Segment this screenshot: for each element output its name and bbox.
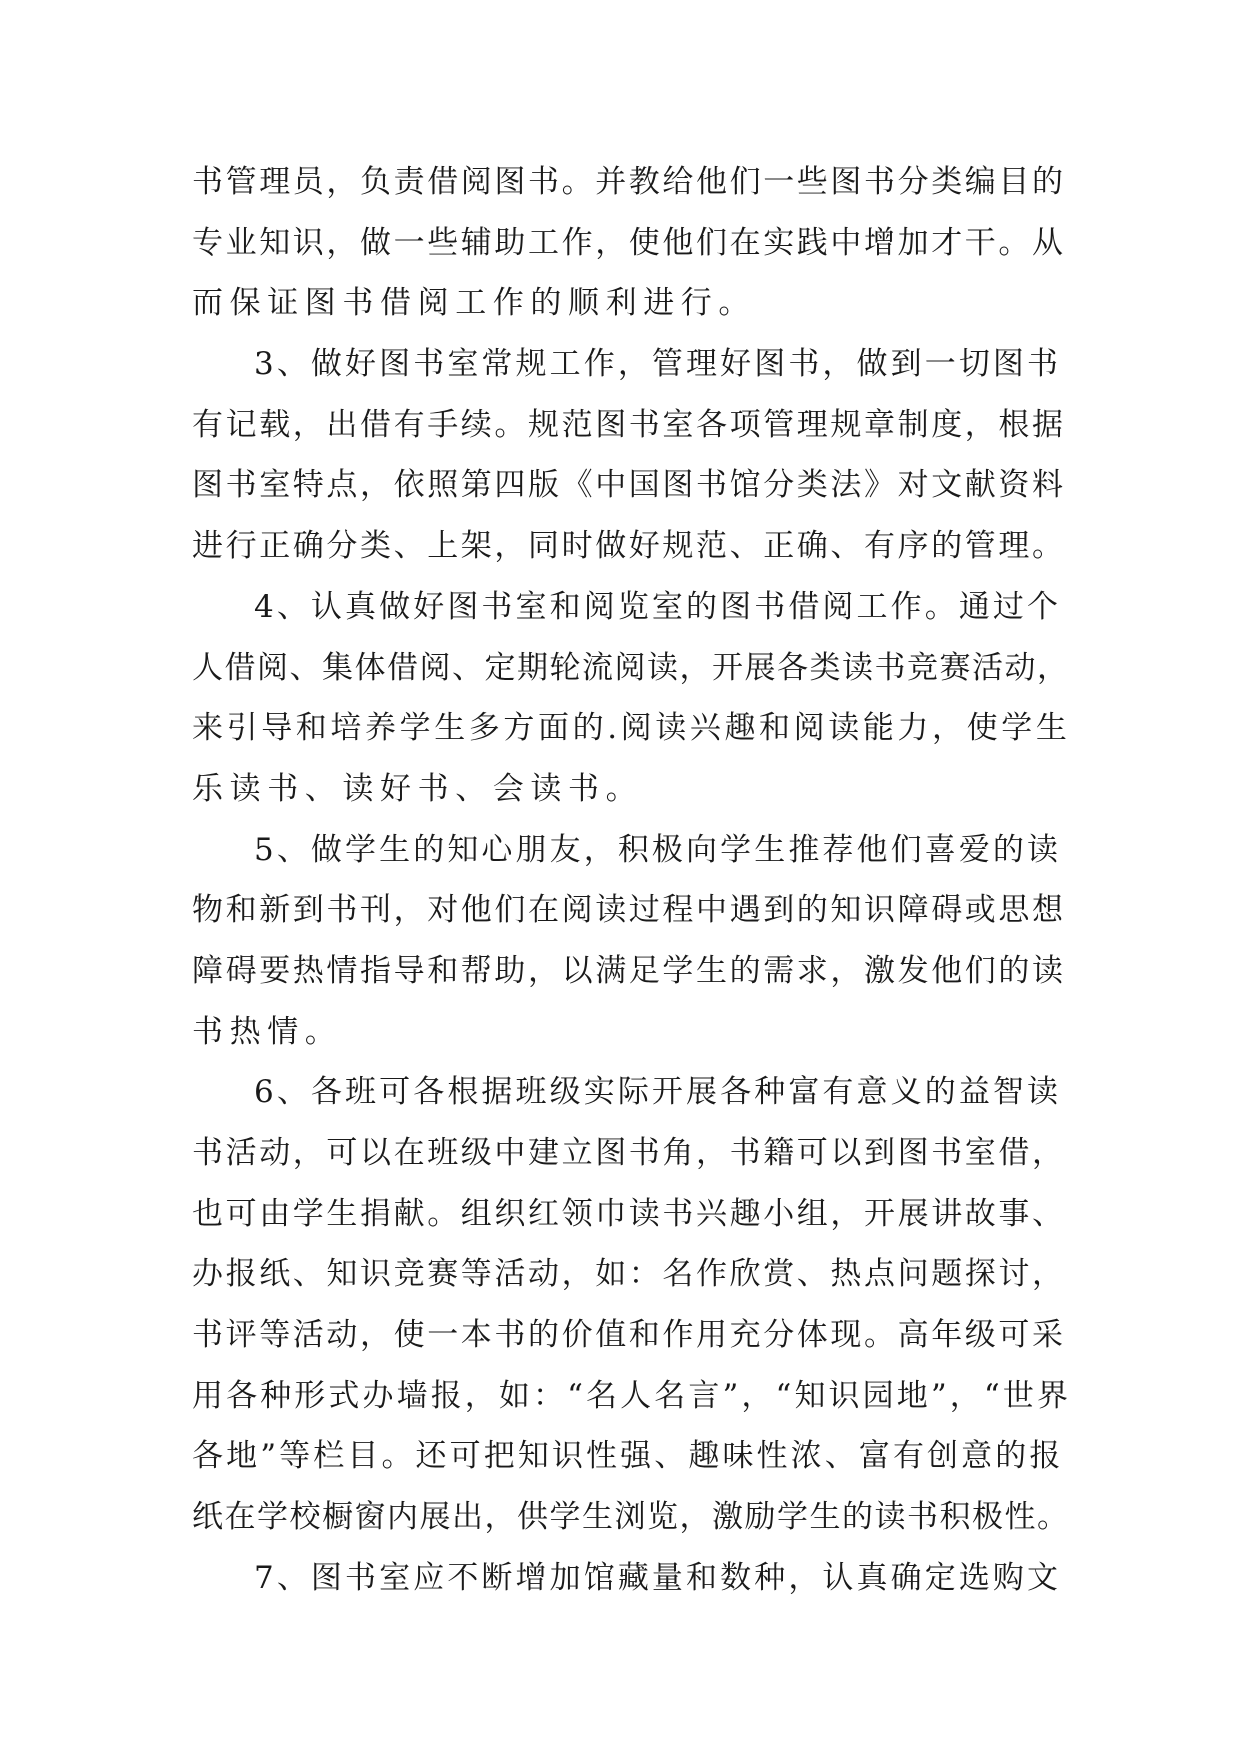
text-line: 书管理员，负责借阅图书。并教给他们一些图书分类编目的 bbox=[192, 164, 1066, 200]
text-line: 书评等活动，使一本书的价值和作用充分体现。高年级可采 bbox=[192, 1317, 1066, 1354]
text-line: 书热情。 bbox=[192, 1013, 343, 1050]
text-line: 障碍要热情指导和帮助，以满足学生的需求，激发他们的读 bbox=[192, 952, 1066, 989]
text-line: 各地”等栏目。还可把知识性强、趣味性浓、富有创意的报 bbox=[192, 1438, 1064, 1475]
text-line: 有记载，出借有手续。规范图书室各项管理规章制度，根据 bbox=[192, 406, 1066, 443]
paragraph-first-line: 3、做好图书室常规工作，管理好图书，做到一切图书 bbox=[254, 346, 1062, 383]
paragraph-first-line: 7、图书室应不断增加馆藏量和数种，认真确定选购文 bbox=[254, 1559, 1062, 1596]
text-line: 乐读书、读好书、会读书。 bbox=[192, 770, 644, 807]
text-line: 物和新到书刊，对他们在阅读过程中遇到的知识障碍或思想 bbox=[192, 892, 1066, 929]
paragraph-first-line: 4、认真做好图书室和阅览室的图书借阅工作。通过个 bbox=[254, 588, 1062, 625]
text-line: 书活动，可以在班级中建立图书角，书籍可以到图书室借， bbox=[192, 1135, 1066, 1171]
text-line: 纸在学校橱窗内展出，供学生浏览，激励学生的读书积极性。 bbox=[192, 1499, 1070, 1536]
text-line: 也可由学生捐献。组织红领巾读书兴趣小组，开展讲故事、 bbox=[192, 1195, 1066, 1232]
paragraph-first-line: 5、做学生的知心朋友，积极向学生推荐他们喜爱的读 bbox=[254, 831, 1062, 868]
paragraph-first-line: 6、各班可各根据班级实际开展各种富有意义的益智读 bbox=[254, 1074, 1062, 1111]
text-line: 专业知识，做一些辅助工作，使他们在实践中增加才干。从 bbox=[192, 224, 1066, 261]
text-line: 图书室特点，依照第四版《中国图书馆分类法》对文献资料 bbox=[192, 467, 1066, 504]
text-line: 用各种形式办墙报，如：“名人名言”，“知识园地”，“世界 bbox=[192, 1377, 1072, 1414]
text-line: 进行正确分类、上架，同时做好规范、正确、有序的管理。 bbox=[192, 528, 1066, 565]
text-line: 人借阅、集体借阅、定期轮流阅读，开展各类读书竞赛活动， bbox=[192, 649, 1070, 686]
text-line: 办报纸、知识竞赛等活动，如：名作欣赏、热点问题探讨， bbox=[192, 1256, 1066, 1293]
text-line: 而保证图书借阅工作的顺利进行。 bbox=[192, 285, 756, 322]
text-line: 来引导和培养学生多方面的.阅读兴趣和阅读能力，使学生 bbox=[192, 710, 1071, 747]
document-body bbox=[192, 152, 1072, 1609]
